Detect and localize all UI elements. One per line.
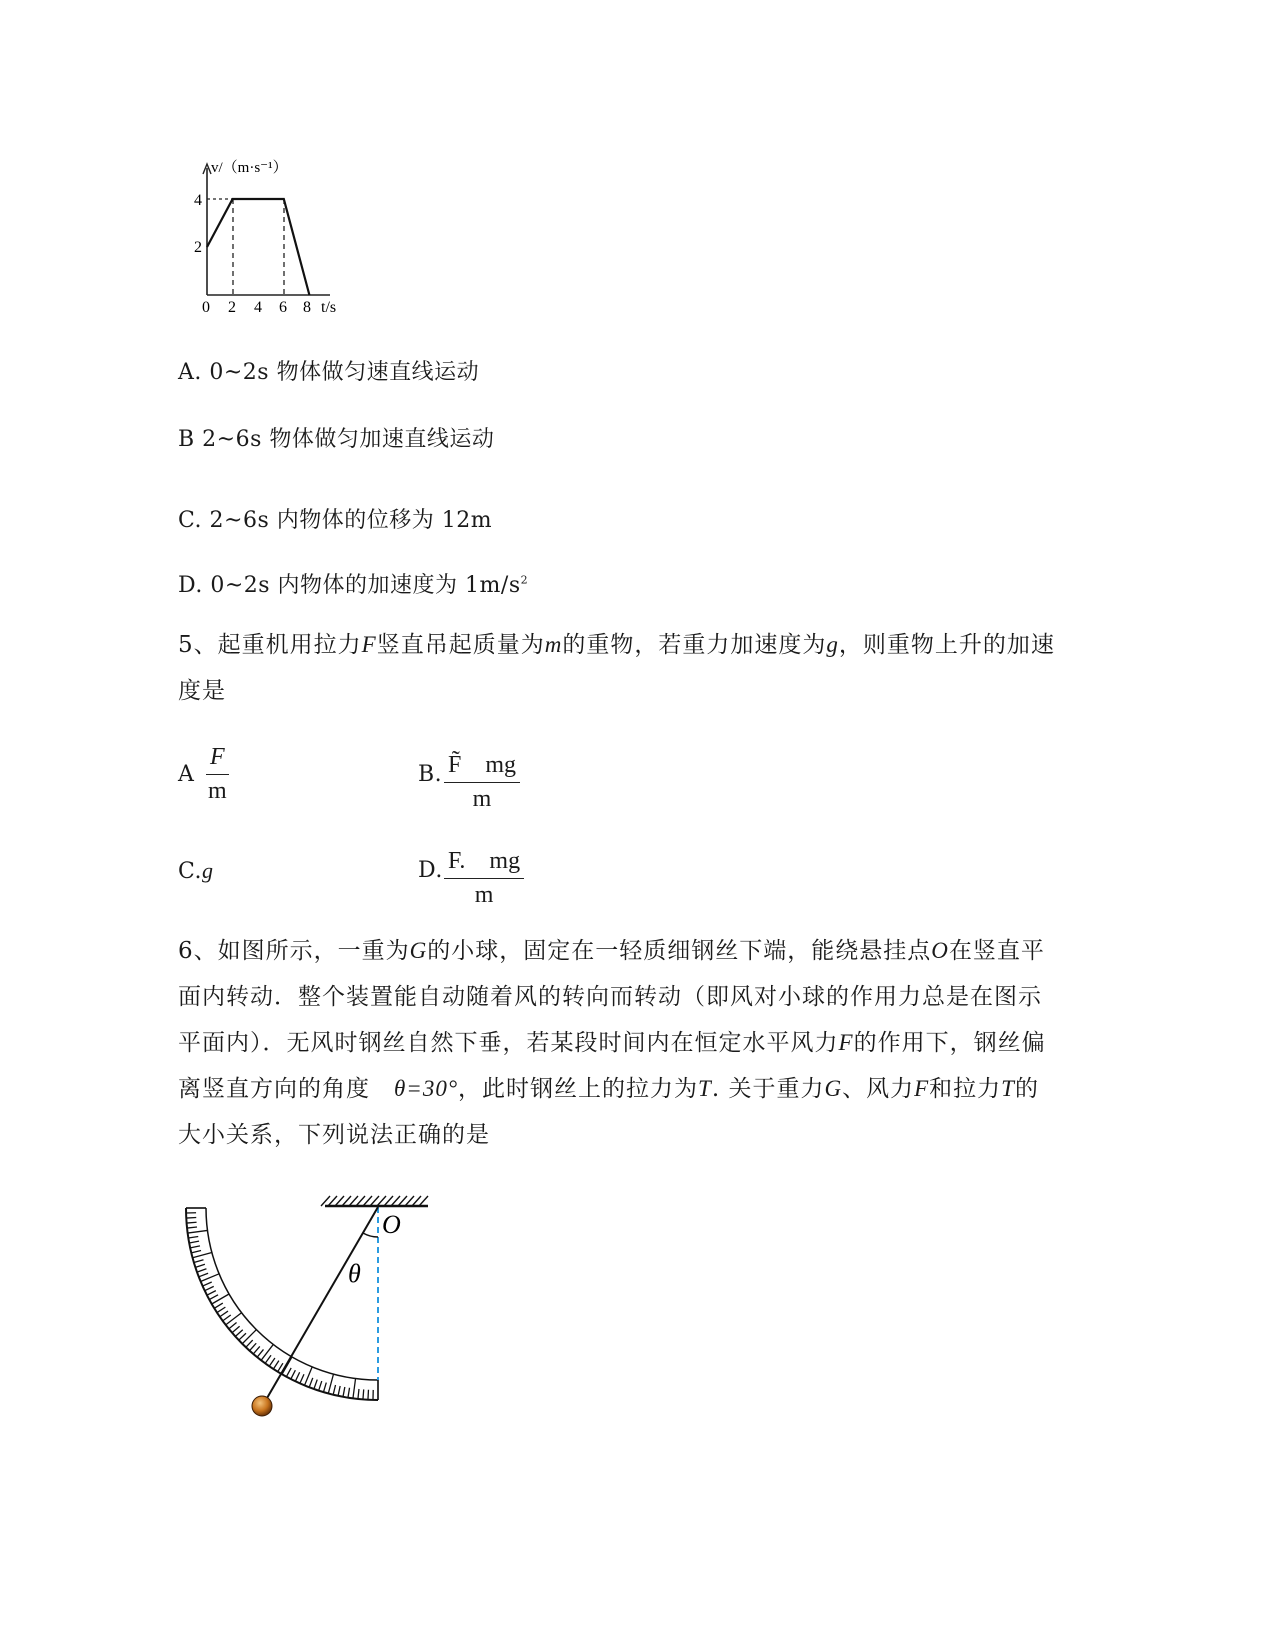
scale-tick [235, 1330, 242, 1337]
scale-tick [189, 1241, 199, 1243]
x-tick-0: 0 [202, 299, 210, 316]
y-axis-label: v/（m·s⁻¹） [211, 160, 288, 176]
scale-tick [193, 1253, 212, 1258]
scale-tick [323, 1383, 326, 1393]
scale-tick [226, 1313, 242, 1325]
scale-tick [229, 1323, 237, 1329]
ball [252, 1396, 272, 1416]
ceiling-hatch [321, 1196, 428, 1206]
scale-tick [203, 1282, 212, 1286]
angle-label: θ [348, 1259, 361, 1288]
scale-tick [209, 1295, 218, 1300]
scale-tick [353, 1379, 356, 1399]
scale-tick [187, 1227, 197, 1228]
scale-tick [338, 1386, 340, 1396]
steel-wire [263, 1207, 378, 1405]
scale-tick [187, 1222, 197, 1223]
scale-tick [269, 1358, 275, 1366]
scale-tick [319, 1381, 322, 1391]
q5-option-a-fraction: $\frac{F}{m}$ [208, 744, 227, 804]
scale-tick [214, 1303, 223, 1308]
x-tick-4: 4 [254, 299, 262, 316]
q5-option-a-label: A [178, 762, 195, 787]
vt-graph [185, 150, 365, 320]
scale-tick [217, 1307, 225, 1312]
scale-tick [199, 1273, 208, 1277]
scale-tick [300, 1374, 304, 1383]
velocity-line [207, 199, 309, 295]
scale-tick [212, 1294, 229, 1304]
q5-option-b-fraction: $\frac{F̃ mg}{m}$ [444, 744, 520, 813]
scale-tick [348, 1388, 350, 1398]
y-tick-4: 4 [194, 192, 202, 209]
scale-tick [291, 1370, 296, 1379]
q6-stem: 6、如图所示，一重为G的小球，固定在一轻质细钢丝下端，能绕悬挂点O在竖直平面内转动．整个装置能自动随着风的转向而转动（即风对小球的作用力总是在图示平面内）．无风时钢丝自然下垂，若某段时间内在恒定水平风力F的作用下，钢丝偏离竖直方向的角度 θ=30°，此时钢丝上的拉力为T. 关于重力G、风力F和拉力T的大小关系，下列说法正确的是 [178, 938, 1046, 1148]
scale-tick [363, 1389, 364, 1399]
scale-tick [194, 1260, 204, 1263]
scale-tick [195, 1264, 205, 1267]
angle-arc [363, 1233, 378, 1237]
scale-tick [197, 1269, 206, 1272]
scale-tick [257, 1349, 263, 1357]
scale-tick [328, 1374, 333, 1393]
scale-tick [286, 1368, 291, 1377]
scale-tick [314, 1380, 317, 1389]
scale-tick [343, 1387, 345, 1397]
scale-tick [223, 1315, 231, 1321]
q4-option-a: A. 0~2s 物体做匀速直线运动 [178, 360, 480, 385]
scale-tick [295, 1372, 299, 1381]
scale-tick [253, 1346, 259, 1354]
y-tick-2: 2 [194, 239, 202, 256]
scale-tick [273, 1361, 278, 1369]
q5-stem: 5、起重机用拉力F竖直吊起质量为m的重物，若重力加速度为g，则重物上升的加速度是 [178, 632, 1055, 704]
q4-option-d-sup: 2 [520, 573, 529, 587]
scale-tick [239, 1333, 246, 1340]
scale-tick [205, 1286, 214, 1290]
pivot-label: O [382, 1210, 401, 1239]
q5-option-b-label: B. [418, 762, 443, 787]
scale-tick [358, 1389, 359, 1399]
q4-option-d [178, 568, 528, 599]
scale-tick [265, 1355, 271, 1363]
scale-tick [246, 1340, 253, 1347]
q4-option-c: C. 2~6s 内物体的位移为 12m [178, 508, 493, 533]
scale-tick [190, 1246, 200, 1248]
q5-option-d-label: D. [418, 858, 443, 883]
scale-tick [207, 1291, 216, 1296]
scale-tick [188, 1236, 198, 1238]
scale-tick [220, 1311, 228, 1317]
scale-tick [333, 1385, 335, 1395]
x-tick-8: 8 [303, 299, 311, 316]
q5-option-c: C.g [178, 858, 214, 884]
scale-tick [261, 1344, 273, 1360]
scale-tick [242, 1330, 256, 1344]
scale-tick [232, 1326, 240, 1332]
scale-tick [368, 1390, 369, 1400]
q4-option-b: B 2~6s 物体做匀加速直线运动 [178, 427, 495, 452]
scale-tick [250, 1343, 257, 1350]
x-axis-label: t/s [321, 299, 337, 316]
x-tick-2: 2 [228, 299, 236, 316]
q5-option-d-fraction: $\frac{F. mg}{m}$ [444, 840, 524, 909]
pendulum-figure [170, 1180, 450, 1430]
x-tick-6: 6 [279, 299, 287, 316]
scale-tick [309, 1378, 313, 1387]
scale-tick [191, 1250, 201, 1252]
q4-option-d-text: D. 0~2s 内物体的加速度为 1m/s [178, 573, 521, 598]
scale-tick [188, 1230, 208, 1233]
scale-tick [186, 1218, 196, 1219]
